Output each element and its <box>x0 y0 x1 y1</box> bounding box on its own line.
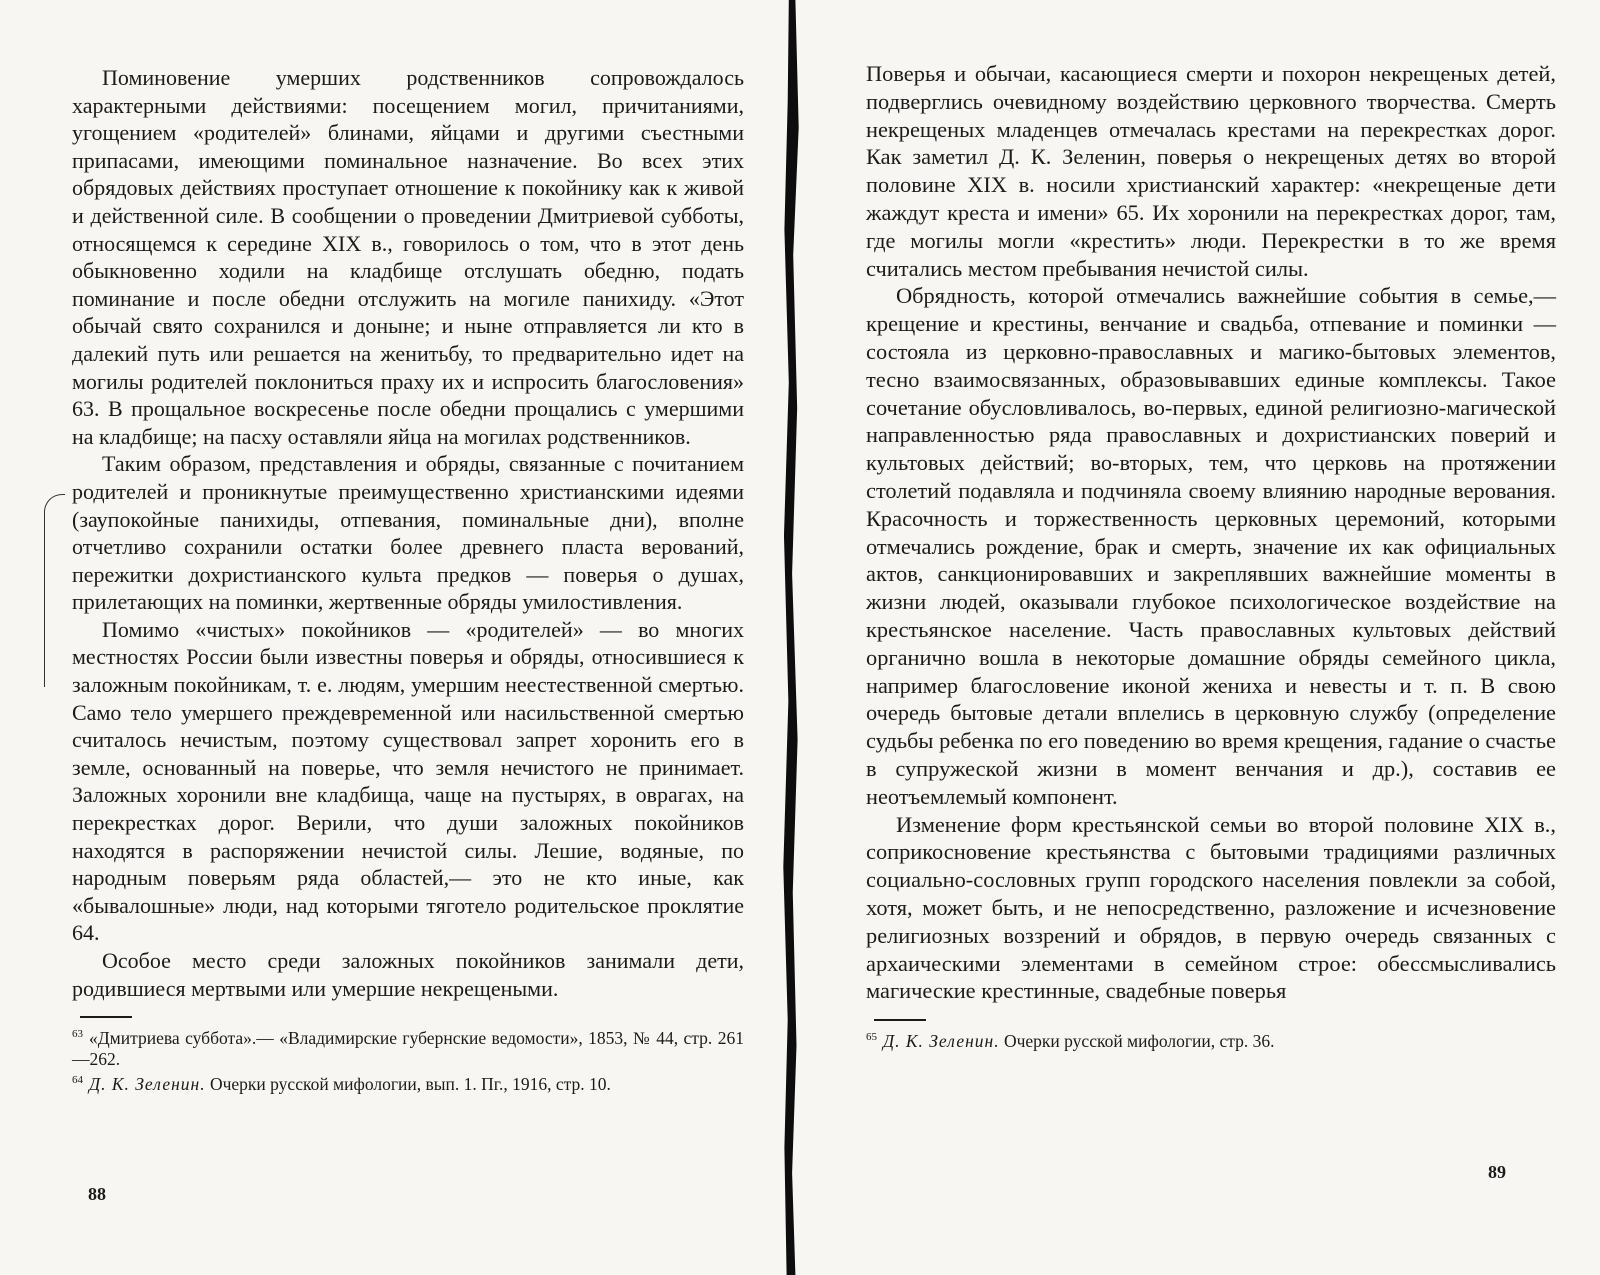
footnote-63 <box>72 1024 744 1070</box>
book-gutter <box>780 0 802 1275</box>
left-page <box>0 0 780 1275</box>
left-paragraph-3: Помимо «чистых» покойников — «родителей» — во многих местностях России были известны поверья и обряды, относившиеся к заложным покойникам, т. е. людям, умершим неестественной смертью. Само тело умершего преждевременной или насильственной смертью считалось нечистым, поэтому существовал запрет хоронить его в земле, основанный на поверье, что земля нечистого не принимает. Заложных хоронили вне кладбища, чаще на пустырях, в оврагах, на перекрестках дорог. Верили, что души заложных покойников находятся в распоряжении нечистой силы. Лешие, водяные, по народным поверьям ряда областей,— это не кто иные, как «бывалошные» люди, над которыми тяготело родительское проклятие 64. <box>72 616 744 946</box>
left-paragraph-1: Поминовение умерших родственников сопровождалось характерными действиями: посещением могил, причитаниями, угощением «родителей» блинами, яйцами и другими съестными припасами, имеющими поминальное назначение. Во всех этих обрядовых действиях проступает отношение к покойнику как к живой и действенной силе. В сообщении о проведении Дмитриевой субботы, относящемся к середине XIX в., говорилось о том, что в этот день обыкновенно ходили на кладбище отслушать обедню, подать поминание и после обедни отслужить на могиле панихиду. «Этот обычай свято сохранился и доныне; и ныне отправляется ли кто в далекий путь или решается на женитьбу, то предварительно идет на могилы родителей поклониться праху их и испросить благословения» 63. В прощальное воскресенье после обедни прощались с умершими на кладбище; на пасху оставляли яйца на могилах родственников. <box>72 65 744 449</box>
footnote-number: 64 <box>72 1074 83 1087</box>
page-number-left: 88 <box>88 1184 106 1204</box>
left-body-text <box>72 64 744 1002</box>
right-footnotes <box>866 1027 1556 1052</box>
right-page <box>800 0 1600 1275</box>
left-footnotes <box>72 1024 744 1095</box>
left-paragraph-4: Особое место среди заложных покойников занимали дети, родившиеся мертвыми или умершие некрещеными. <box>72 948 744 1001</box>
footnote-author: Д. К. Зеленин. <box>89 1073 206 1094</box>
left-paragraph-2: Таким образом, представления и обряды, связанные с почитанием родителей и проникнутые преимущественно христианскими идеями (заупокойные панихиды, отпевания, поминальные дни), вполне отчетливо сохранили остатки более древнего пласта верований, пережитки дохристианского культа предков — поверья о душах, прилетающих на поминки, жертвенные обряды умилостивления. <box>72 451 744 615</box>
footnote-64 <box>72 1070 744 1095</box>
footnote-65 <box>866 1027 1556 1052</box>
pencil-margin-mark <box>44 494 65 687</box>
footnote-text: Очерки русской мифологии, стр. 36. <box>1003 1030 1275 1051</box>
right-paragraph-3: Изменение форм крестьянской семьи во второй половине XIX в., соприкосновение крестьянства с бытовыми традициями различных социально-сословных групп городского населения повлекли за собой, хотя, может быть, и не непосредственно, разложение и исчезновение религиозных воззрений и обрядов, в первую очередь связанных с архаическими элементами в семейном строе: обессмысливались магические крестинные, свадебные поверья <box>866 811 1556 1004</box>
footnote-author: Д. К. Зеленин. <box>883 1030 1000 1051</box>
footnote-number: 65 <box>866 1031 877 1044</box>
right-paragraph-1: Поверья и обычаи, касающиеся смерти и похорон некрещеных детей, подверглись очевидному воздействию церковного творчества. Смерть некрещеных младенцев отмечалась крестами на перекрестках дорог. Как заметил Д. К. Зеленин, поверья о некрещеных детях во второй половине XIX в. носили христианский характер: «некрещеные дети жаждут креста и имени» 65. Их хоронили на перекрестках дорог, там, где могилы могли «крестить» люди. Перекрестки в то же время считались местом пребывания нечистой силы. <box>866 61 1556 281</box>
footnote-number: 63 <box>72 1028 83 1041</box>
footnote-text: «Дмитриева суббота».— «Владимирские губернские ведомости», 1853, № 44, стр. 261—262. <box>72 1028 744 1070</box>
footnote-text: Очерки русской мифологии, вып. 1. Пг., 1916, стр. 10. <box>209 1073 611 1094</box>
footnote-divider <box>80 1016 132 1018</box>
page-number-right: 89 <box>1488 1162 1506 1182</box>
footnote-divider <box>874 1019 926 1021</box>
right-paragraph-2: Обрядность, которой отмечались важнейшие события в семье,— крещение и крестины, венчание и свадьба, отпевание и поминки — состояла из церковно-православных и магико-бытовых элементов, тесно взаимосвязанных, образовывавших единые комплексы. Такое сочетание обусловливалось, во-первых, единой религиозно-магической направленностью ряда православных и дохристианских поверий и культовых действий; во-вторых, тем, что церковь на протяжении столетий подавляла и подчиняла своему влиянию народные верования. Красочность и торжественность церковных церемоний, которыми отмечались рождение, брак и смерть, значение их как официальных актов, санкционировавших и закреплявших важнейшие моменты в жизни людей, оказывали глубокое психологическое воздействие на крестьянское население. Часть православных культовых действий органично вошла в некоторые домашние обряды семейного цикла, например благословение иконой жениха и невесты и т. п. В свою очередь бытовые детали вплелись в церковную службу (определение судьбы ребенка по его поведению во время крещения, гадание о счастье в супружеской жизни в момент венчания и др.), составив ее неотъемлемый компонент. <box>866 283 1556 809</box>
right-body-text <box>866 60 1556 1005</box>
